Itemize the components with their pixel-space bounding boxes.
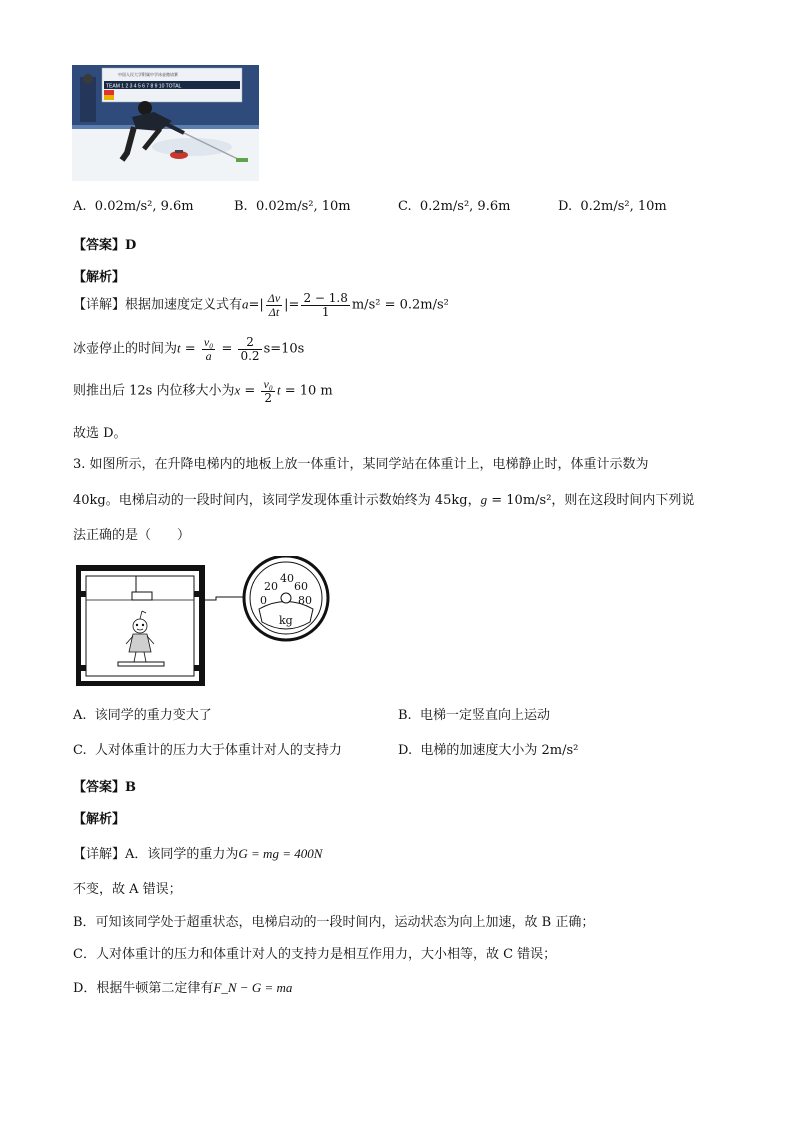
q3-detail-b: B．可知该同学处于超重状态，电梯启动的一段时间内，运动状态为向上加速，故 B 正确； — [73, 915, 595, 930]
board-text: TEAM 1 2 3 4 5 6 7 8 9 10 TOTAL — [106, 83, 182, 90]
q3-option-d: D. 电梯的加速度大小为 2m/s² — [398, 743, 579, 758]
q2-analysis-label: 【解析】 — [73, 270, 126, 285]
q3-option-c: C. 人对体重计的压力大于体重计对人的支持力 — [73, 743, 342, 758]
q2-detail-accel: 【详解】根据加速度定义式有a=| $\frac{\Delta v}{\Delta t}$ |= $\frac{2 - 1.8}{1}$ m/s² = 0.2m/s² — [73, 291, 449, 319]
q2-option-c: C. 0.2m/s², 9.6m — [398, 199, 511, 214]
scale-platform — [118, 662, 164, 666]
q2-detail-time: 冰壶停止的时间为t = $\frac{\text{v₀}}{a}$ = $\frac{2}{0.2}$ s=10s — [73, 335, 305, 363]
q2-option-a: A. 0.02m/s², 9.6m — [73, 199, 194, 214]
q2-option-d-text: 0.2m/s², 10m — [580, 199, 667, 214]
elevator-diagram — [76, 556, 336, 686]
q2-conclusion: 故选 D。 — [73, 426, 127, 441]
dial-tick-40: 40 — [280, 572, 294, 585]
q3-stem-line1: 3. 如图所示，在升降电梯内的地板上放一体重计，某同学站在体重计上，电梯静止时，体重计示数为 — [73, 457, 649, 472]
q2-option-d: D. 0.2m/s², 10m — [558, 199, 667, 214]
curling-photo — [72, 65, 259, 181]
q2-option-c-text: 0.2m/s², 9.6m — [419, 199, 511, 214]
q3-analysis-label: 【解析】 — [73, 812, 126, 827]
q2-option-b: B. 0.02m/s², 10m — [234, 199, 351, 214]
q2-detail-displacement: 则推出后 12s 内位移大小为x = $\frac{\text{v₀}}{2}$ t = 10 m — [73, 377, 333, 405]
dial-tick-0: 0 — [260, 594, 267, 607]
q2-answer: 【答案】D — [73, 238, 137, 253]
q3-stem-line2: 40kg。电梯启动的一段时间内，该同学发现体重计示数始终为 45kg，g = 10m/s²，则在这段时间内下列说 — [73, 492, 695, 508]
q3-detail-a: 【详解】A．该同学的重力为G = mg = 400N — [73, 846, 323, 862]
dial-unit: kg — [279, 614, 293, 627]
q3-option-a: A. 该同学的重力变大了 — [73, 708, 212, 723]
q3-option-b: B. 电梯一定竖直向上运动 — [398, 708, 550, 723]
board-header: 中国人民大学附属中学冰壶邀请赛 — [118, 72, 178, 77]
q3-detail-c: C．人对体重计的压力和体重计对人的支持力是相互作用力，大小相等，故 C 错误； — [73, 947, 557, 962]
dial-tick-20: 20 — [264, 580, 278, 593]
scale-dial — [244, 556, 328, 640]
connector-wire — [202, 597, 246, 600]
q2-option-b-text: 0.02m/s², 10m — [255, 199, 351, 214]
dial-tick-60: 60 — [294, 580, 308, 593]
q3-detail-d: D．根据牛顿第二定律有F_N − G = ma — [73, 980, 293, 996]
q3-answer: 【答案】B — [73, 780, 136, 795]
elevator-frame — [78, 568, 202, 684]
accel-fraction: $\frac{2 - 1.8}{1}$ — [303, 291, 348, 319]
dial-tick-80: 80 — [298, 594, 312, 607]
q2-option-a-text: 0.02m/s², 9.6m — [94, 199, 194, 214]
q3-detail-a2: 不变，故 A 错误； — [73, 882, 182, 897]
q3-stem-line3: 法正确的是（ ） — [73, 528, 191, 543]
delta-fraction: $\frac{\Delta v}{\Delta t}$ — [267, 291, 281, 319]
